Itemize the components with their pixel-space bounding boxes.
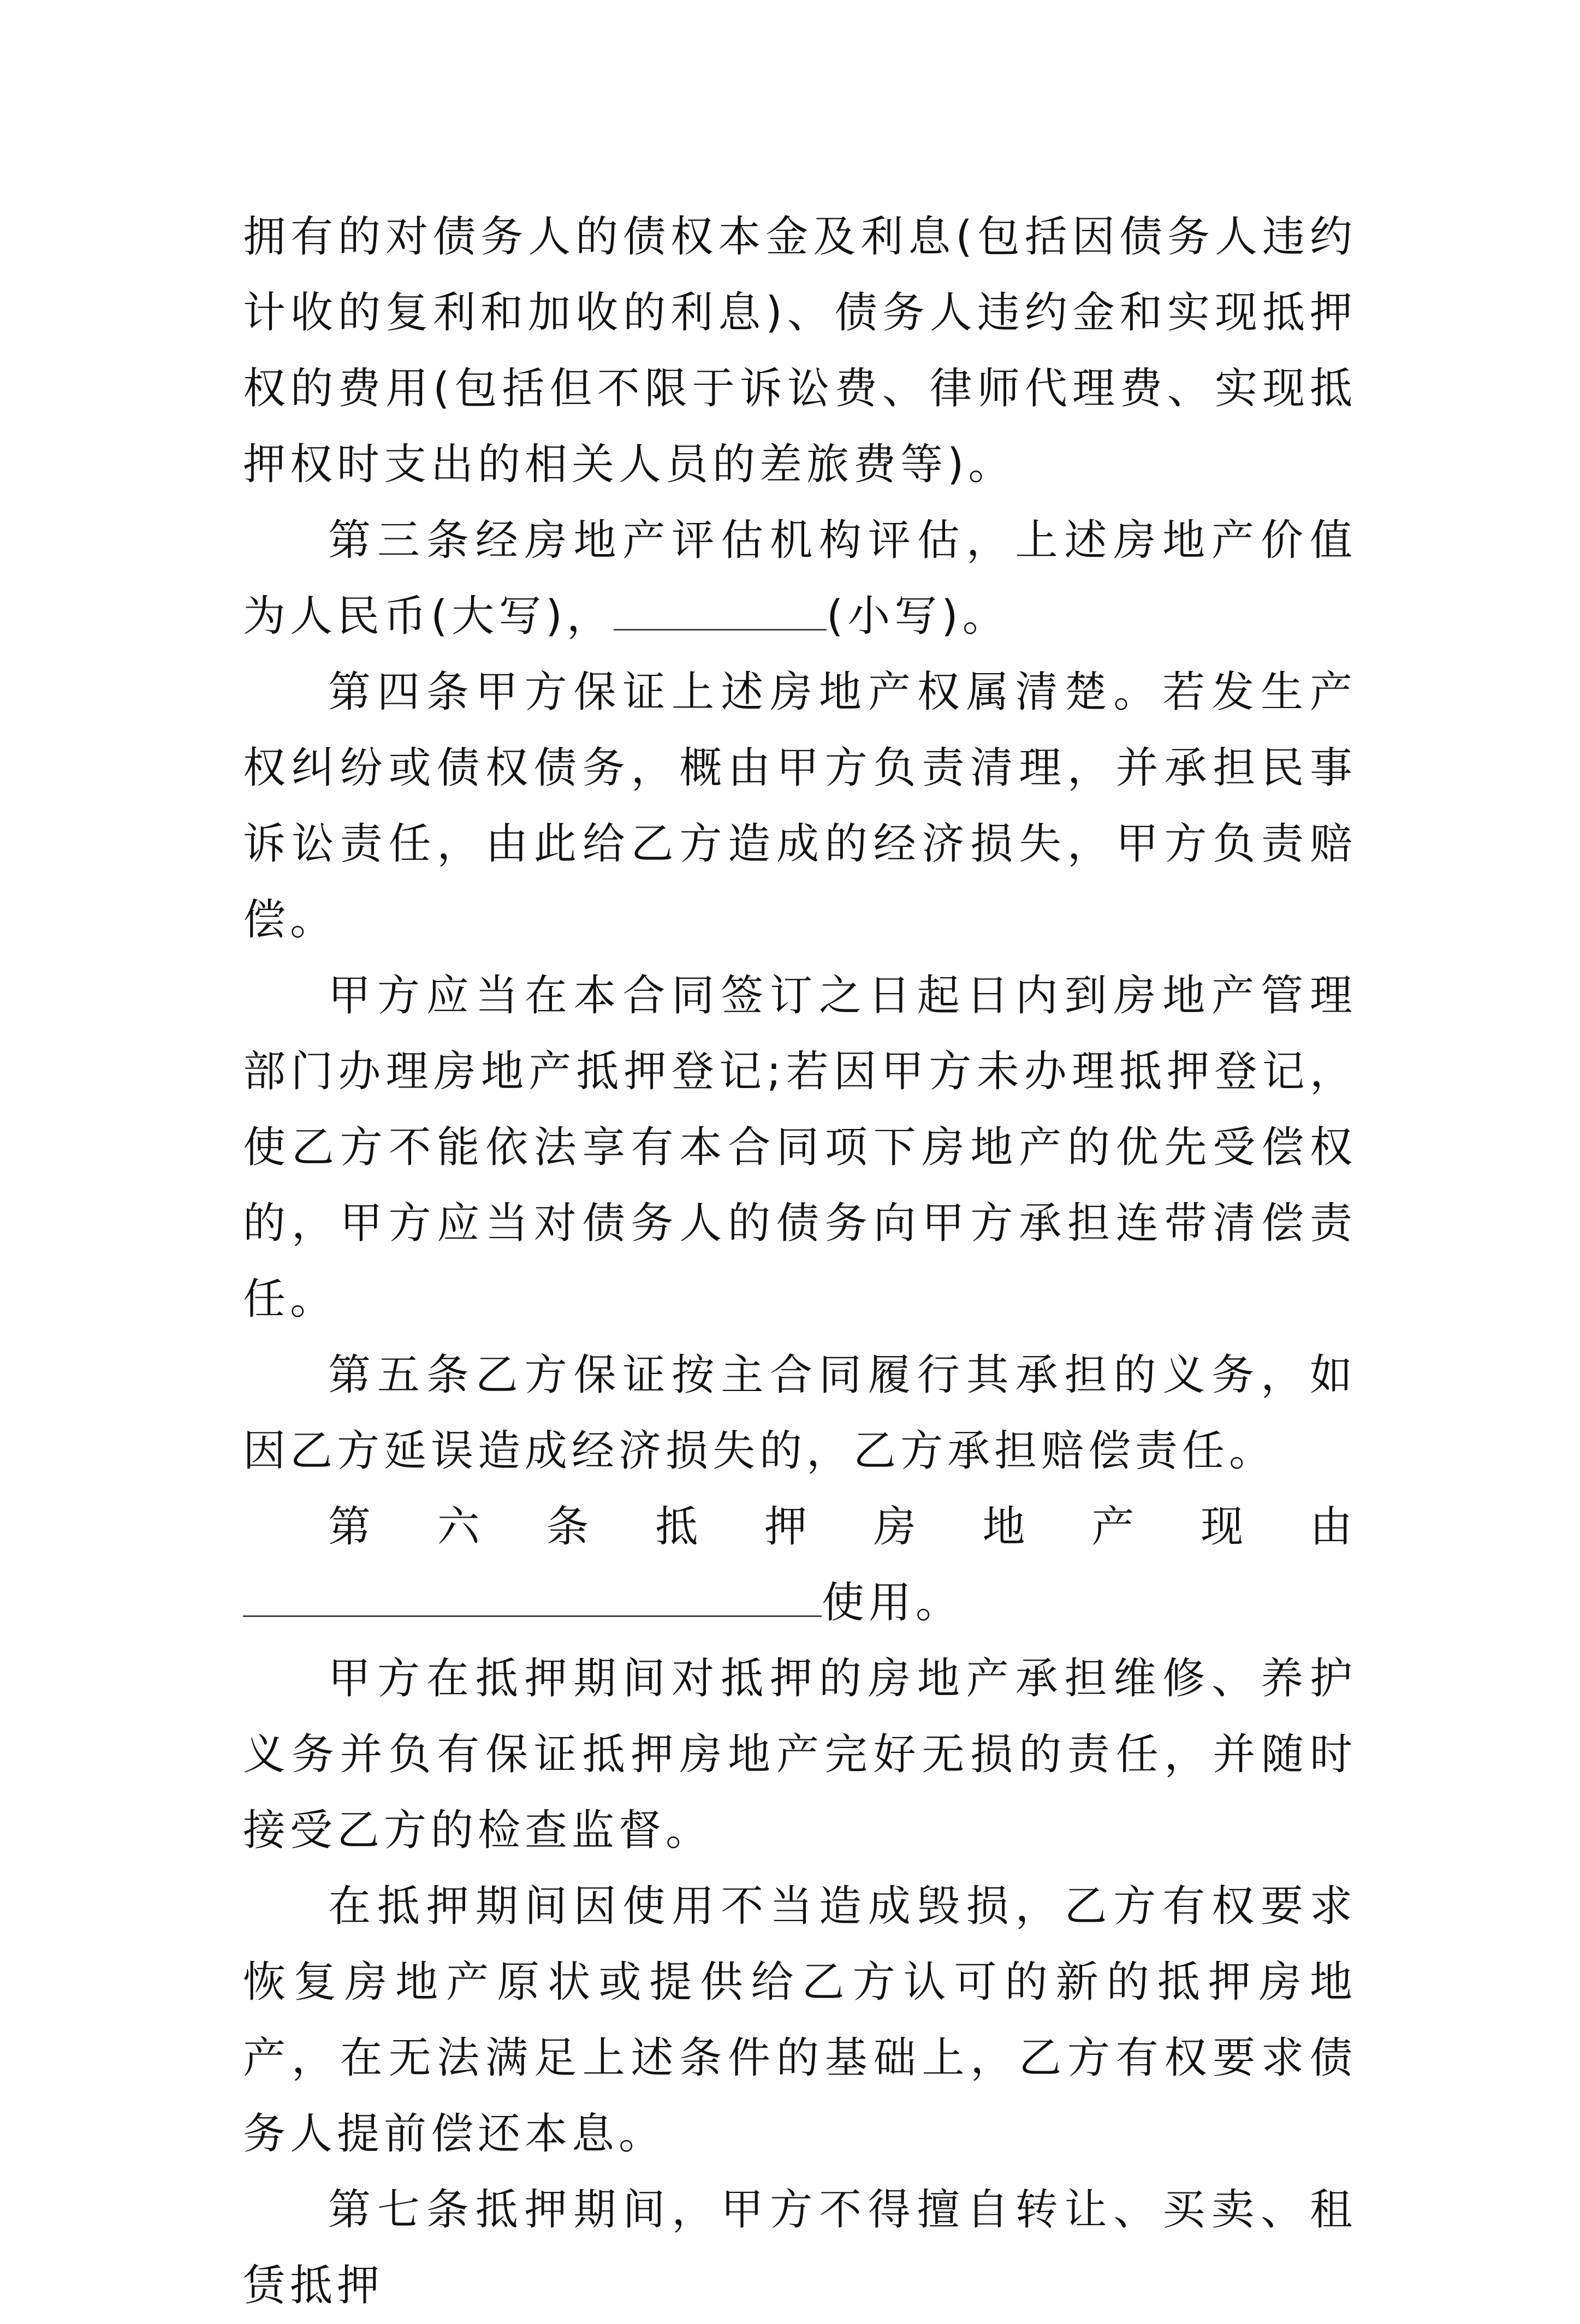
contract-body bbox=[243, 199, 1357, 2324]
paragraph-text: 第七条抵押期间，甲方不得擅自转让、买卖、租赁抵押 bbox=[243, 2185, 1357, 2310]
paragraph-text: 甲方应当在本合同签订之日起日内到房地产管理部门办理房地产抵押登记;若因甲方未办理抵押登记，使乙方不能依法享有本合同项下房地产的优先受偿权的，甲方应当对债务人的债务向甲方承担连带清偿责任。 bbox=[243, 971, 1357, 1324]
fill-in-blank bbox=[243, 1577, 822, 1617]
paragraph-text: 第五条乙方保证按主合同履行其承担的义务，如因乙方延误造成经济损失的，乙方承担赔偿责任。 bbox=[243, 1351, 1357, 1476]
article-6-maintenance-paragraph bbox=[243, 1641, 1357, 1869]
article-7-paragraph bbox=[243, 2172, 1357, 2324]
paragraph-continuation bbox=[243, 199, 1357, 503]
article-3-paragraph bbox=[243, 503, 1357, 655]
paragraph-text: 第四条甲方保证上述房地产权属清楚。若发生产权纠纷或债权债务，概由甲方负责清理，并承担民事诉讼责任，由此给乙方造成的经济损失，甲方负责赔偿。 bbox=[243, 668, 1357, 944]
paragraph-text: 使用。 bbox=[822, 1578, 963, 1627]
paragraph-text: 第三条经房地产评估机构评估，上述房地产价值为人民币(大写)， bbox=[243, 516, 1357, 641]
article-6-paragraph bbox=[243, 1489, 1357, 1641]
paragraph-text: 在抵押期间因使用不当造成毁损，乙方有权要求恢复房地产原状或提供给乙方认可的新的抵押房地产，在无法满足上述条件的基础上，乙方有权要求债务人提前偿还本息。 bbox=[243, 1882, 1357, 2159]
article-4-paragraph bbox=[243, 655, 1357, 958]
paragraph-text: 第六条抵押房地产现由 bbox=[328, 1502, 1357, 1552]
paragraph-text: 甲方在抵押期间对抵押的房地产承担维修、养护义务并负有保证抵押房地产完好无损的责任，并随时接受乙方的检查监督。 bbox=[243, 1654, 1357, 1855]
article-6-damage-paragraph bbox=[243, 1869, 1357, 2172]
paragraph-text: 拥有的对债务人的债权本金及利息(包括因债务人违约计收的复利和加收的利息)、债务人违约金和实现抵押权的费用(包括但不限于诉讼费、律师代理费、实现抵押权时支出的相关人员的差旅费等)。 bbox=[243, 212, 1357, 489]
article-4-registration-paragraph bbox=[243, 958, 1357, 1338]
fill-in-blank bbox=[614, 591, 827, 631]
paragraph-text: (小写)。 bbox=[826, 592, 1009, 641]
article-5-paragraph bbox=[243, 1338, 1357, 1489]
